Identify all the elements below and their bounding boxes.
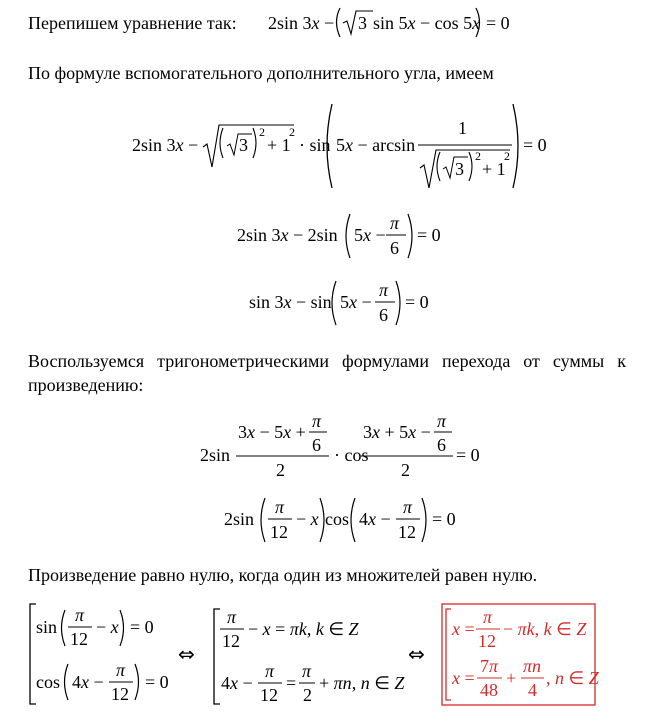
svg-text:4: 4 — [528, 680, 537, 700]
svg-text:3x − 5x +: 3x − 5x + — [238, 422, 306, 442]
svg-text:− πk, k ∈ Z: − πk, k ∈ Z — [503, 619, 587, 639]
svg-text:cos: cos — [325, 509, 349, 529]
svg-text:5x −: 5x − — [340, 292, 372, 312]
paragraph-auxiliary-angle: По формуле вспомогательного дополнительного угла, имеем — [28, 63, 494, 83]
svg-text:5x −: 5x − — [354, 225, 386, 245]
svg-text:6: 6 — [437, 435, 446, 455]
svg-text:2: 2 — [303, 685, 312, 705]
svg-text:π: π — [265, 661, 275, 681]
svg-text:+: + — [506, 668, 517, 688]
svg-text:6: 6 — [312, 435, 321, 455]
svg-text:12: 12 — [270, 522, 288, 542]
svg-text:5x − arcsin: 5x − arcsin — [336, 135, 416, 155]
svg-text:3: 3 — [455, 159, 464, 179]
svg-text:4x −: 4x − — [359, 509, 391, 529]
svg-text:12: 12 — [70, 629, 88, 649]
svg-text:= 0: = 0 — [432, 509, 456, 529]
paragraph-product-zero: Произведение равно нулю, когда один из множителей равен нулю. — [28, 565, 538, 585]
svg-text:12: 12 — [222, 631, 240, 651]
svg-text:1: 1 — [458, 118, 467, 138]
equation-sin-difference — [249, 280, 429, 325]
svg-text:2sin 3x −: 2sin 3x − — [268, 13, 335, 33]
svg-text:, n ∈ Z: , n ∈ Z — [546, 668, 599, 688]
svg-text:2sin: 2sin — [200, 445, 231, 465]
equation-auxiliary-angle — [132, 104, 547, 188]
svg-text:= 0: = 0 — [486, 13, 510, 33]
svg-text:48: 48 — [480, 680, 498, 700]
svg-text:= 0: = 0 — [130, 617, 154, 637]
equation-product — [224, 497, 456, 542]
svg-text:6: 6 — [390, 238, 399, 258]
svg-text:+ πn, n ∈ Z: + πn, n ∈ Z — [319, 673, 405, 693]
svg-text:= 0: = 0 — [405, 292, 429, 312]
svg-text:3: 3 — [239, 135, 248, 155]
paragraph-sum-to-product-line1: Воспользуемся тригонометрическими формулами перехода от суммы к — [28, 351, 626, 371]
svg-text:π: π — [116, 660, 126, 680]
svg-text:2: 2 — [475, 149, 481, 163]
svg-text:sin 3x − sin: sin 3x − sin — [249, 292, 332, 312]
svg-text:− x: − x — [296, 509, 319, 529]
svg-text:π: π — [483, 607, 493, 627]
svg-text:12: 12 — [260, 685, 278, 705]
svg-text:3: 3 — [358, 13, 367, 33]
svg-text:=: = — [286, 673, 297, 693]
svg-text:2sin 3x − 2sin: 2sin 3x − 2sin — [237, 225, 338, 245]
svg-text:− x = πk, k ∈ Z: − x = πk, k ∈ Z — [248, 619, 359, 639]
svg-text:4x −: 4x − — [221, 673, 253, 693]
equivalence-icon-2: ⇔ — [408, 642, 425, 666]
svg-text:π: π — [312, 411, 322, 431]
svg-text:sin 5x − cos 5x: sin 5x − cos 5x — [373, 13, 481, 33]
svg-text:π: π — [379, 280, 389, 300]
svg-text:2: 2 — [289, 125, 295, 139]
svg-text:= 0: = 0 — [145, 672, 169, 692]
svg-text:2: 2 — [401, 460, 410, 480]
svg-text:πn: πn — [523, 656, 542, 676]
svg-text:− x: − x — [96, 617, 119, 637]
svg-text:+ 1: + 1 — [482, 159, 506, 179]
svg-text:x =: x = — [452, 619, 475, 639]
svg-text:π: π — [302, 661, 312, 681]
answer-box — [442, 604, 600, 705]
svg-text:π: π — [437, 411, 447, 431]
svg-text:= 0: = 0 — [456, 445, 480, 465]
equation-sin-difference-2 — [237, 213, 441, 258]
svg-text:4x −: 4x − — [72, 672, 104, 692]
svg-text:π: π — [275, 497, 285, 517]
paragraph-rewrite: Перепишем уравнение так: — [28, 13, 237, 33]
svg-text:π: π — [403, 497, 413, 517]
svg-text:π: π — [75, 605, 85, 625]
svg-text:+ 1: + 1 — [267, 135, 291, 155]
svg-text:12: 12 — [398, 522, 416, 542]
svg-text:12: 12 — [478, 631, 496, 651]
svg-text:2: 2 — [504, 149, 510, 163]
svg-text:6: 6 — [379, 305, 388, 325]
svg-text:π: π — [227, 607, 237, 627]
svg-text:7π: 7π — [480, 656, 499, 676]
svg-text:2: 2 — [276, 460, 285, 480]
svg-text:= 0: = 0 — [417, 225, 441, 245]
equation-rewrite — [268, 8, 510, 37]
svg-text:12: 12 — [111, 684, 129, 704]
equivalence-icon-1: ⇔ — [178, 642, 195, 666]
svg-text:2sin 3x −: 2sin 3x − — [132, 135, 199, 155]
paragraph-sum-to-product-line2: произведению: — [28, 375, 144, 395]
svg-text:3x + 5x −: 3x + 5x − — [363, 422, 431, 442]
svg-text:= 0: = 0 — [523, 135, 547, 155]
svg-text:sin: sin — [36, 617, 58, 637]
system-factors — [30, 604, 169, 704]
svg-text:· cos: · cos — [334, 445, 369, 465]
svg-text:2sin: 2sin — [224, 509, 255, 529]
svg-text:cos: cos — [36, 672, 60, 692]
svg-text:x =: x = — [452, 668, 475, 688]
svg-text:2: 2 — [259, 125, 265, 139]
svg-text:π: π — [390, 213, 400, 233]
system-linear — [214, 607, 405, 705]
svg-text:· sin: · sin — [299, 135, 331, 155]
equation-sum-to-product — [200, 411, 480, 480]
